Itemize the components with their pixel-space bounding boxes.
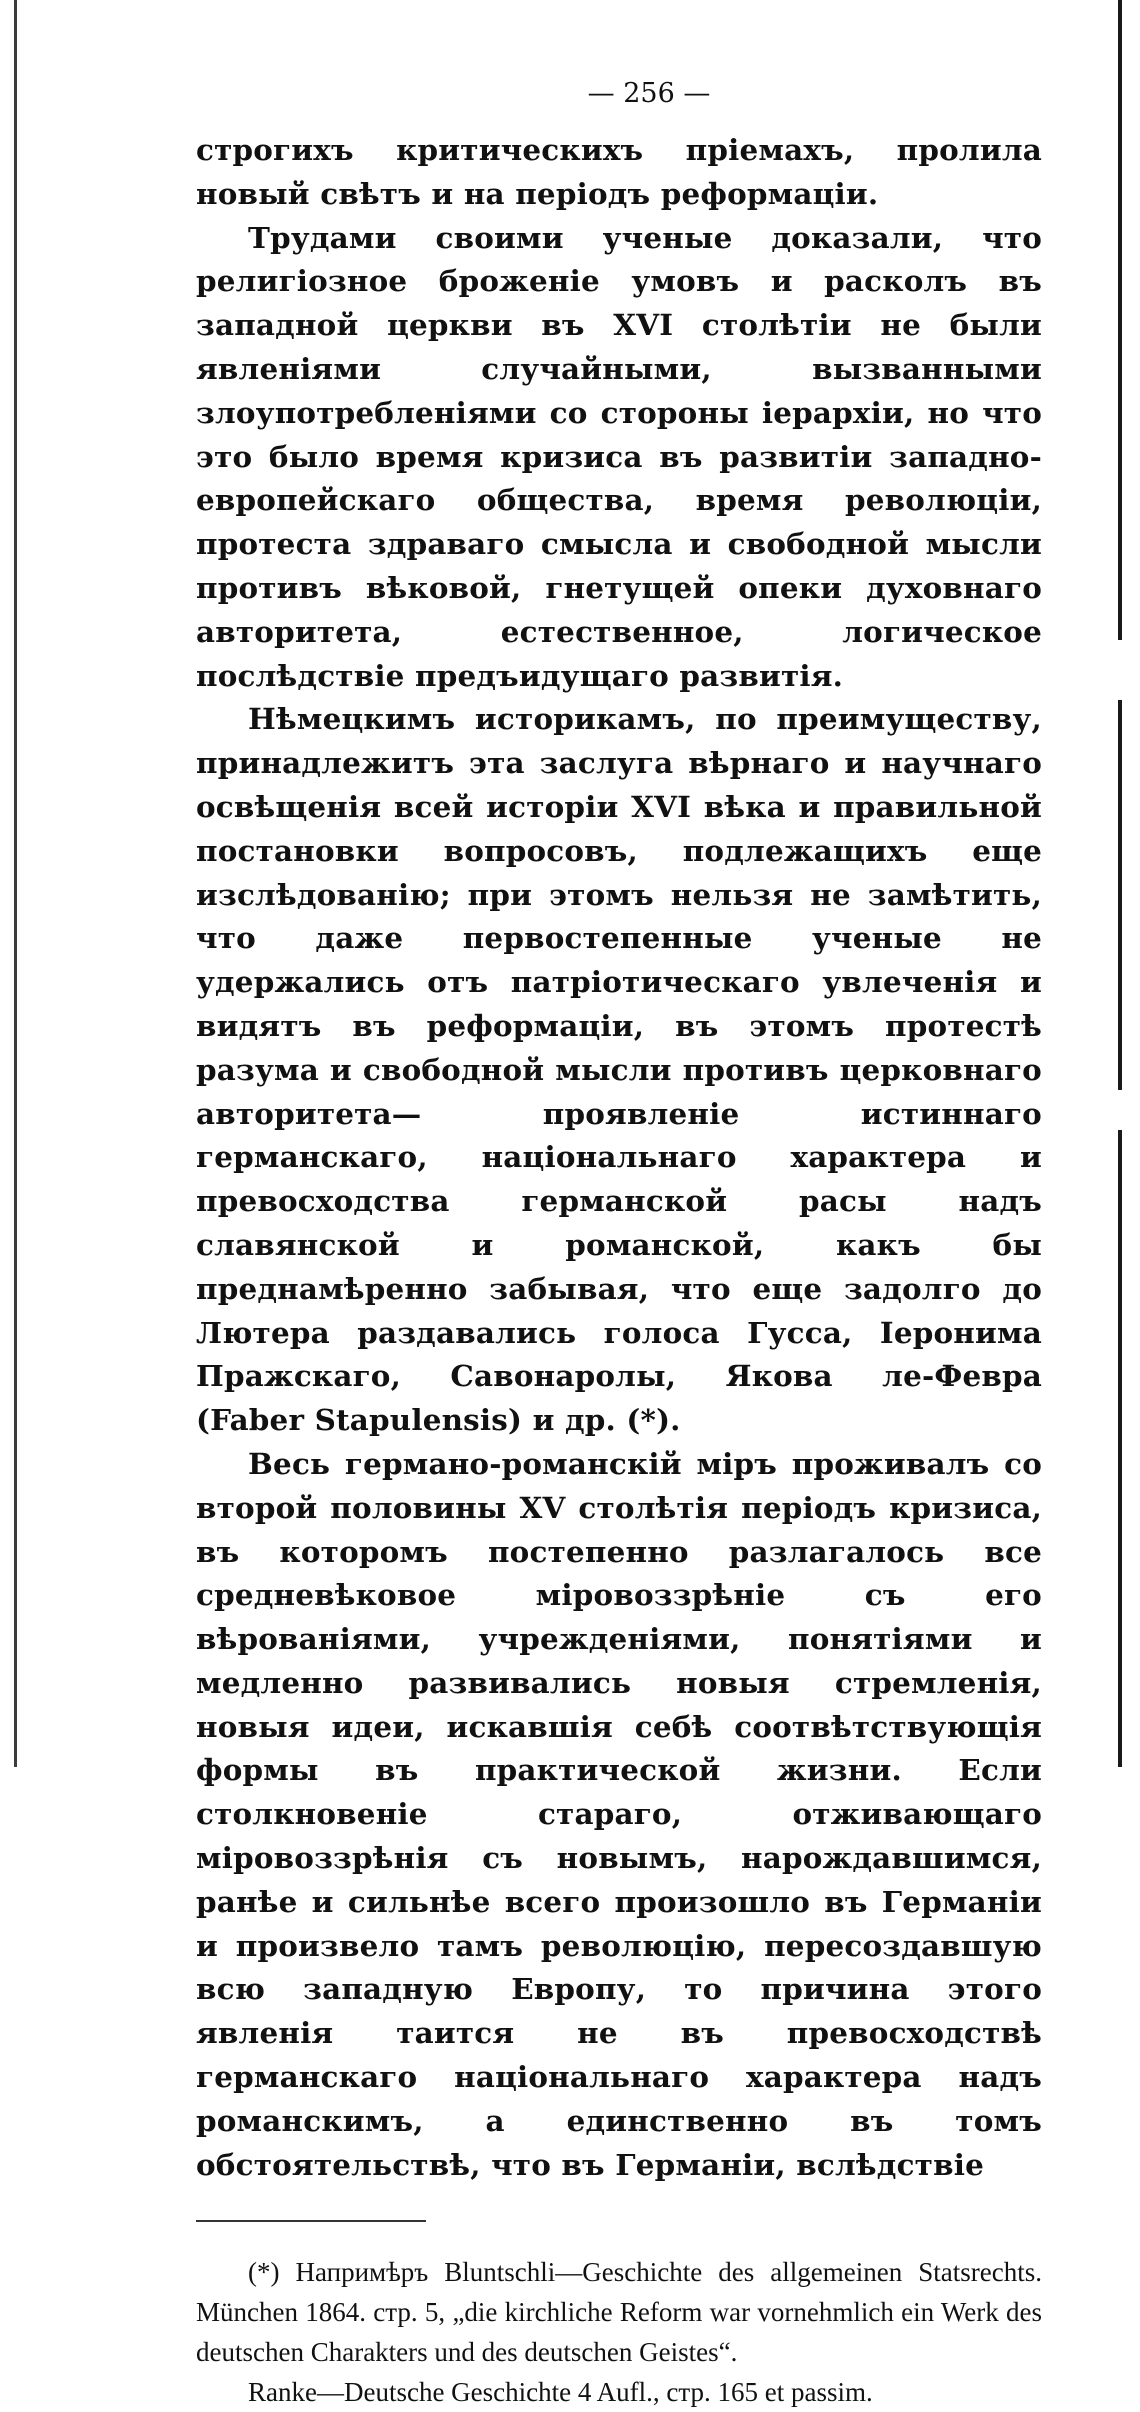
footnotes [196, 2252, 1042, 2412]
book-page [196, 74, 1042, 2412]
page-number: — 256 — [587, 78, 711, 109]
footnote-divider [196, 2220, 426, 2222]
scan-right-edge [1118, 0, 1122, 1767]
scan-left-edge [14, 0, 17, 1767]
scan-edge-gap [1118, 1090, 1122, 1130]
footnote: Ranke—Deutsche Geschichte 4 Aufl., стр. 165 et passim. [248, 2377, 873, 2408]
footnote: (*) Напримѣръ Bluntschli—Geschichte des allgemeinen Statsrechts. München 1864. стр. 5, „die kirchliche Reform war vornehmlich ein Werk des deutschen Charakters und des deutschen Geistes“. [196, 2257, 1042, 2368]
paragraph: Нѣмецкимъ историкамъ, по преимуществу, принадлежитъ эта заслуга вѣрнаго и научнаго освѣщенія всей исторіи XVI вѣка и правильной постановки вопросовъ, подлежащихъ еще изслѣдованію; при этомъ нельзя не замѣтить, что даже первостепенные ученые не удержались отъ патріотическаго увлеченія и видятъ въ реформаціи, въ этомъ протестѣ разума и свободной мысли противъ церковнаго авторитета— проявленіе истиннаго германскаго, національнаго характера и превосходства германской расы надъ славянской и романской, какъ бы преднамѣренно забывая, что еще задолго до Лютера раздавались голоса Гусса, Іеронима Пражскаго, Савонаролы, Якова ле-Февра (Faber Stapulensis) и др. (*). [196, 701, 1042, 1438]
paragraph: Весь германо-романскій міръ проживалъ со второй половины XV столѣтія періодъ кризиса, въ которомъ постепенно разлагалось все средневѣковое міровоззрѣніе съ его вѣрованіями, учрежденіями, понятіями и медленно развивались новыя стремленія, новыя идеи, искавшія себѣ соотвѣтствующія формы въ практической жизни. Если столкновеніе стараго, отживающаго міровоззрѣнія съ новымъ, нарождавшимся, ранѣе и сильнѣе всего произошло въ Германіи и произвело тамъ революцію, пересоздавшую всю западную Европу, то причина этого явленія таится не въ превосходствѣ германскаго національнаго характера надъ романскимъ, а единственно въ томъ обстоятельствѣ, что въ Германіи, вслѣдствіе [196, 1445, 1042, 2182]
scan-edge-gap [1118, 640, 1122, 700]
paragraph: Трудами своими ученые доказали, что религіозное броженіе умовъ и расколъ въ западной церкви въ XVI столѣтіи не были явленіями случайными, вызванными злоупотребленіями со стороны іерархіи, но что это было время кризиса въ развитіи западно-европейскаго общества, время революціи, протеста здраваго смысла и свободной мысли противъ вѣковой, гнетущей опеки духовнаго авторитета, естественное, логическое послѣдствіе предъидущаго развитія. [196, 219, 1042, 693]
paragraph-continuation: строгихъ критическихъ пріемахъ, пролила новый свѣтъ и на періодъ реформаціи. [196, 132, 1042, 211]
body-text [196, 128, 1042, 2186]
